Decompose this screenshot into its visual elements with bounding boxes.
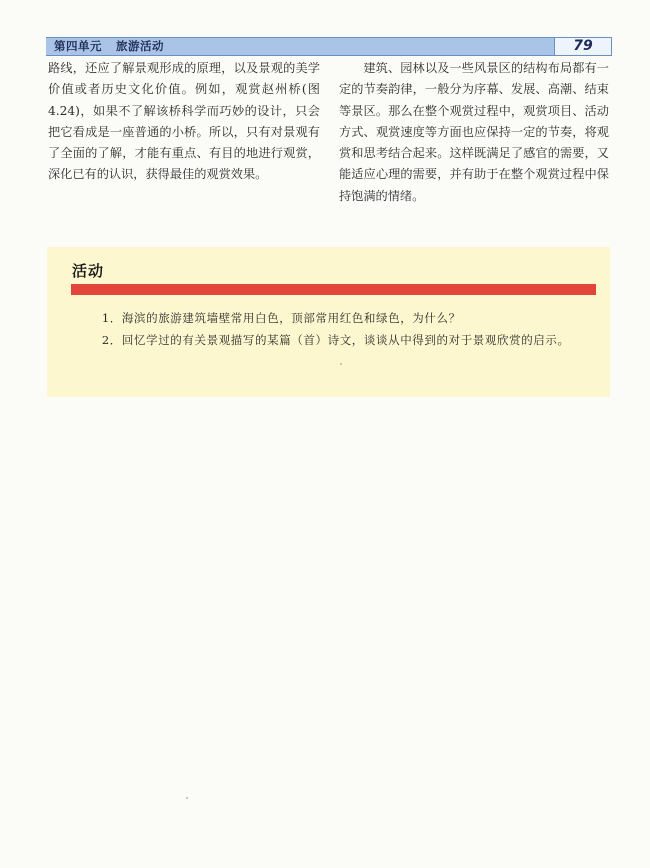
running-head [54, 38, 164, 55]
scan-speck [186, 797, 188, 799]
activity-item: 1．海滨的旅游建筑墙壁常用白色，顶部常用红色和绿色，为什么？ [101, 311, 461, 325]
page-header [46, 37, 612, 56]
page-number: 79 [554, 37, 612, 56]
scan-speck [340, 363, 342, 365]
activity-item: 2．回忆学过的有关景观描写的某篇（首）诗文，谈谈从中得到的对于景观欣赏的启示。 [101, 333, 570, 347]
unit-label: 第四单元 [54, 39, 102, 53]
activity-title: 活动 [72, 262, 105, 280]
text-column-left [48, 58, 320, 186]
activity-list [72, 307, 594, 351]
body-paragraph: 路线，还应了解景观形成的原理，以及景观的美学价值或者历史文化价值。例如，观赏赵州桥(图4.24)，如果不了解该桥科学而巧妙的设计，只会把它看成是一座普通的小桥。所以，只有对景观有了全面的了解，才能有重点、有目的地进行观赏，深化已有的认识，获得最佳的观赏效果。 [48, 61, 320, 182]
activity-divider [71, 284, 596, 295]
activity-box [47, 247, 610, 397]
text-column-right [339, 58, 609, 207]
body-paragraph: 建筑、园林以及一些风景区的结构布局都有一定的节奏韵律，一般分为序幕、发展、高潮、结束等景区。那么在整个观赏过程中，观赏项目、活动方式、观赏速度等方面也应保持一定的节奏，将观赏和思考结合起来。这样既满足了感官的需要，又能适应心理的需要，并有助于在整个观赏过程中保持饱满的情绪。 [339, 61, 609, 203]
section-label: 旅游活动 [116, 39, 164, 53]
